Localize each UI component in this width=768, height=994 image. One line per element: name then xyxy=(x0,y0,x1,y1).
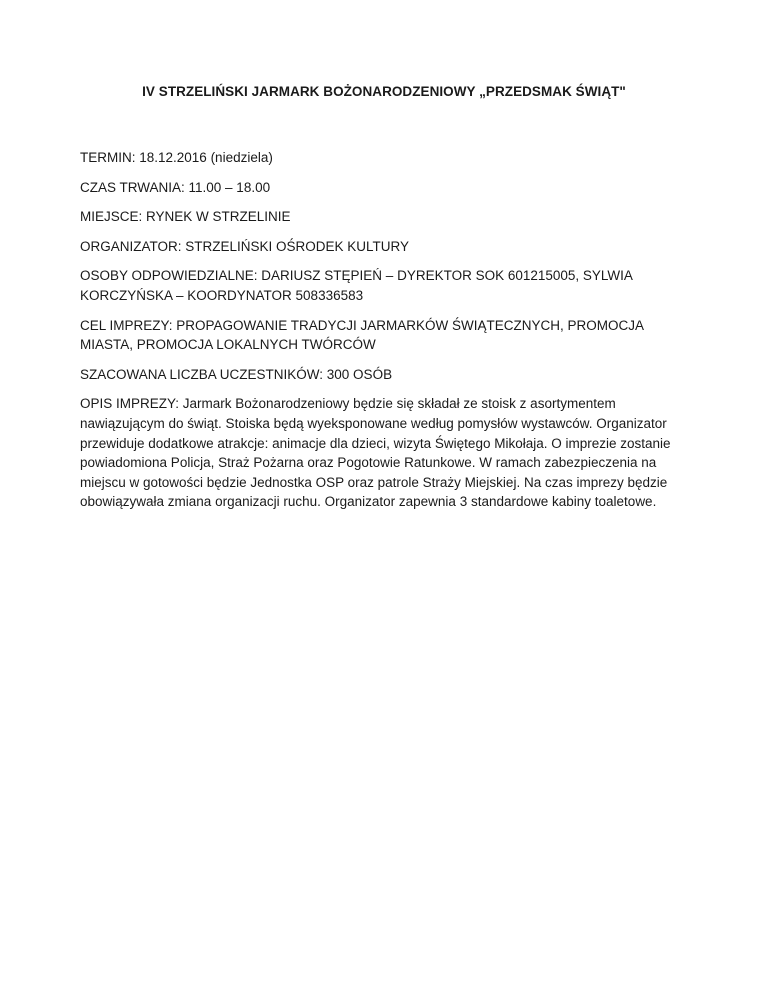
paragraph-termin: TERMIN: 18.12.2016 (niedziela) xyxy=(80,150,273,165)
paragraph-czas-trwania: CZAS TRWANIA: 11.00 – 18.00 xyxy=(80,179,271,195)
paragraph-miejsce: MIEJSCE: RYNEK W STRZELINIE xyxy=(80,209,291,225)
paragraph-liczba-uczestnikow: SZACOWANA LICZBA UCZESTNIKÓW: 300 OSÓB xyxy=(80,366,393,382)
paragraph-opis-imprezy: OPIS IMPREZY: Jarmark Bożonarodzeniowy będzie się składał ze stoisk z asortymentem nawiązującym do świąt. Stoiska będą wyeksponowane według pomysłów wystawców. Organizator przewiduje dodatkowe atrakcje: animacje dla dzieci, wizyta Świętego Mikołaja. O imprezie zostanie powiadomiona Policja, Straż Pożarna oraz Pogotowie Ratunkowe. W ramach zabezpieczenia na miejscu w gotowości będzie Jednostka OSP oraz patrole Straży Miejskiej. Na czas imprezy będzie obowiązywała zmiana organizacji ruchu. Organizator zapewnia 3 standardowe kabiny toaletowe. xyxy=(80,396,671,510)
document-title: IV STRZELIŃSKI JARMARK BOŻONARODZENIOWY „PRZEDSMAK ŚWIĄT" xyxy=(142,84,626,99)
paragraph-cel-imprezy: CEL IMPREZY: PROPAGOWANIE TRADYCJI JARMARKÓW ŚWIĄTECZNYCH, PROMOCJA MIASTA, PROMOCJA LOKALNYCH TWÓRCÓW xyxy=(80,317,644,353)
paragraph-osoby-odpowiedzialne: OSOBY ODPOWIEDZIALNE: DARIUSZ STĘPIEŃ – DYREKTOR SOK 601215005, SYLWIA KORCZYŃSKA – KOORDYNATOR 508336583 xyxy=(80,268,633,303)
paragraph-organizator: ORGANIZATOR: STRZELIŃSKI OŚRODEK KULTURY xyxy=(80,238,410,254)
document-body xyxy=(80,148,680,522)
